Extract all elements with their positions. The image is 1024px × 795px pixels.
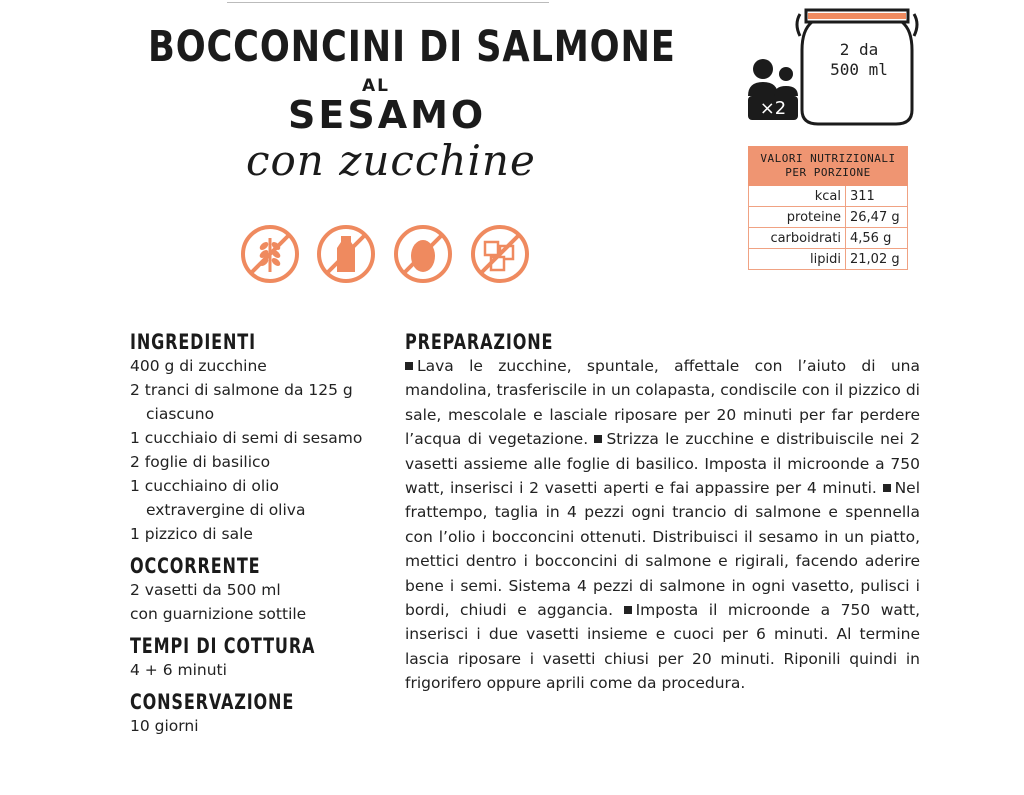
recipe-title-line3: SESAMO <box>288 93 487 137</box>
list-item: 400 g di zucchine <box>130 357 267 375</box>
ingredients-heading: INGREDIENTI <box>130 330 256 354</box>
table-row: lipidi 21,02 g <box>749 249 908 270</box>
list-item: 1 cucchiaino di olio <box>130 477 279 495</box>
no-gluten-icon <box>240 224 300 284</box>
servings-label: ×2 <box>759 98 787 119</box>
storage-section <box>130 690 390 738</box>
no-milk-icon <box>316 224 376 284</box>
diet-badges <box>240 224 530 288</box>
cooking-time-heading: TEMPI DI COTTURA <box>130 634 316 658</box>
recipe-title-line1: BOCCONCINI DI SALMONE <box>148 22 676 72</box>
storage-heading: CONSERVAZIONE <box>130 690 295 714</box>
recipe-subtitle: con zucchine <box>246 136 536 185</box>
recipe-title-line2: AL <box>362 76 390 96</box>
preparation-section <box>405 330 920 696</box>
bullet-square-icon <box>594 435 602 443</box>
list-item: 1 cucchiaio di semi di sesamo <box>130 429 363 447</box>
recipe-sidebar <box>130 330 390 746</box>
list-item: 1 pizzico di sale <box>130 525 253 543</box>
cooking-time-value: 4 + 6 minuti <box>130 661 227 679</box>
no-sugar-icon <box>470 224 530 284</box>
preparation-heading: PREPARAZIONE <box>405 330 554 354</box>
preparation-step: Strizza le zucchine e distribuiscile nei 2 vasetti assieme alle foglie di basilico. Imposta il microonde a 750 watt, inserisci i 2 vasetti aperti e fai appassire per 4 minuti. <box>405 430 920 498</box>
top-rule <box>227 2 549 3</box>
list-item: ciascuno <box>146 405 215 423</box>
bullet-square-icon <box>405 362 413 370</box>
nutrition-header: VALORI NUTRIZIONALI PER PORZIONE <box>749 147 908 186</box>
table-row: carboidrati 4,56 g <box>749 228 908 249</box>
table-row: kcal 311 <box>749 186 908 207</box>
list-item: 2 vasetti da 500 ml <box>130 581 281 599</box>
bullet-square-icon <box>883 484 891 492</box>
nutrition-table <box>748 146 908 270</box>
list-item: 2 foglie di basilico <box>130 453 271 471</box>
list-item: extravergine di oliva <box>146 501 306 519</box>
preparation-text <box>405 354 920 696</box>
equipment-section <box>130 554 390 626</box>
list-item: 2 tranci di salmone da 125 g <box>130 381 353 399</box>
equipment-heading: OCCORRENTE <box>130 554 261 578</box>
cooking-time-section <box>130 634 390 682</box>
storage-value: 10 giorni <box>130 717 199 735</box>
preparation-step: Imposta il microonde a 750 watt, inserisci i due vasetti insieme e cuoci per 6 minuti. Al termine lascia riposare i vasetti chiusi per 20 minuti. Riponili quindi in frigorifero oppure aprili come da procedura. <box>405 601 920 693</box>
preparation-step: Nel frattempo, taglia in 4 pezzi ogni trancio di salmone e spennella con l’olio i bocconcini ottenuti. Distribuisci il sesamo in un piatto, mettici dentro i bocconcini di salmone e rigirali, facendo aderire bene i semi. Sistema 4 pezzi di salmone in ogni vasetto, pulisci i bordi, chiudi e aggancia. <box>405 479 920 620</box>
jar-capacity: 2 da 500 ml <box>830 40 888 79</box>
list-item: con guarnizione sottile <box>130 605 307 623</box>
table-row: proteine 26,47 g <box>749 207 908 228</box>
no-egg-icon <box>393 224 453 284</box>
bullet-square-icon <box>624 606 632 614</box>
preparation-step: Lava le zucchine, spuntale, affettale con l’aiuto di una mandolina, trasferiscile in un colapasta, condiscile con il pizzico di sale, mescolale e lasciale riposare per 20 minuti per far perdere l’acqua di vegetazione. <box>405 357 920 449</box>
ingredients-section <box>130 330 390 546</box>
